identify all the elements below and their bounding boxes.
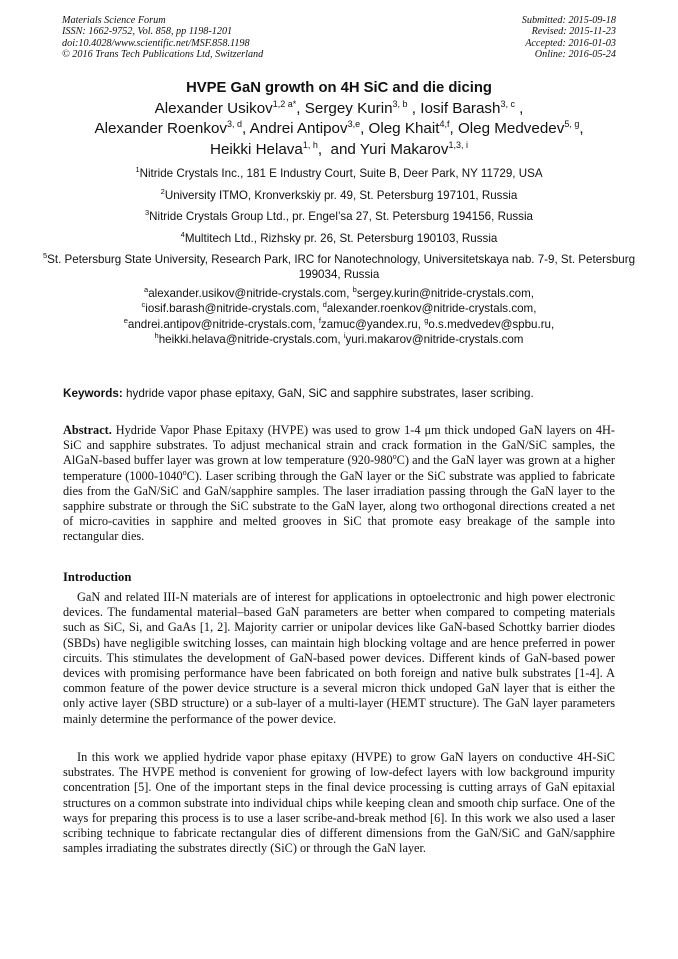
affiliation-4: $^4$Multitech Ltd., Rizhsky pr. 26, St. Petersburg 190103, Russia: [180, 230, 498, 245]
paper-title: HVPE GaN growth on 4H SiC and die dicing: [186, 80, 492, 96]
author-name: Oleg Khait: [368, 120, 440, 138]
email-link[interactable]: heikki.helava@nitride-crystals.com: [158, 332, 338, 346]
author-name: Alexander Roenkov: [94, 120, 227, 138]
keywords-text: hydride vapor phase epitaxy, GaN, SiC and sapphire substrates, laser scribing.: [126, 387, 534, 400]
email-link[interactable]: iosif.barash@nitride-crystals.com: [145, 302, 317, 316]
email-link[interactable]: andrei.antipov@nitride-crystals.com: [127, 317, 313, 331]
email-link[interactable]: yuri.makarov@nitride-crystals.com: [345, 332, 524, 346]
author-sup: 1,3, i: [448, 139, 468, 150]
affiliation-2: $^2$University ITMO, Kronverkskiy pr. 49, St. Petersburg 197101, Russia: [160, 187, 518, 202]
submitted-date: Submitted: 2015-09-18: [521, 15, 616, 26]
intro-paragraph-2: In this work we applied hydride vapor phase epitaxy (HVPE) to grow GaN layers on conductive 4H-SiC substrates. The HVPE method is convenient for growing of low-defect layers with low background impurity concentration [5]. One of the important steps in the final device processing is cutting arrays of GaN epitaxial structures on a common substrate into individual chips while keeping clean and smooth chip surface. One of the ways for preparing this process is to use a laser scribe-and-break method [6]. In this work we also used a laser scribing technique to fabricate rectangular dies of different dimensions from the GaN/SiC and GaN/sapphire samples irradiating the substrates directly (SiC) or through the GaN layer.: [63, 750, 615, 856]
author-sup: 3, b: [392, 98, 408, 109]
affiliation-3: $^3$Nitride Crystals Group Ltd., pr. Engel’sa 27, St. Petersburg 194156, Russia: [144, 208, 534, 223]
author-name: Andrei Antipov: [249, 120, 348, 138]
journal-name: Materials Science Forum: [62, 15, 166, 26]
author-line-3: Heikki Helava$^{1, h}$, and Yuri Makarov$^{1,3, i}$: [210, 139, 468, 158]
email-link[interactable]: alexander.roenkov@nitride-crystals.com: [326, 302, 534, 316]
intro-paragraph-1: GaN and related III-N materials are of interest for applications in optoelectronic and high power electronic devices. The fundamental material–based GaN parameters are better when compared to competing materials such as SiC, Si, and GaAs [1, 2]. Majority carrier or unipolar devices like GaN-based Schottky barrier diodes (SBDs) have negligible switching losses, can maintain high blocking voltage and are hence preferred in power circuits. This stimulates the development of GaN-based power devices. Different kinds of GaN-based power devices with promising performance have been fabricated on both foreign and native bulk substrates [1-4]. A common feature of the power device structure is a several micron thick undoped GaN layer that is either the only active layer (SBD structure) or a sub-layer of a multi-layer (HEMT structure). The GaN layer parameters mainly determine the performance of the power device.: [63, 590, 615, 726]
revised-date: Revised: 2015-11-23: [531, 26, 616, 38]
email-link[interactable]: o.s.medvedev@spbu.ru: [428, 317, 552, 331]
affiliation-5: $^5$St. Petersburg State University, Research Park, IRC for Nanotechnology, Universitetskaya nab. 7-9, St. Petersburg 199034, Russia: [42, 251, 636, 282]
author-name: Yuri Makarov: [359, 140, 449, 158]
author-name: Oleg Medvedev: [457, 120, 565, 138]
author-sup: 4,f: [439, 119, 450, 130]
accepted-date: Accepted: 2016-01-03: [525, 37, 616, 49]
author-name: Iosif Barash: [420, 100, 501, 117]
author-sup: 3, d: [227, 119, 243, 130]
keywords-label: Keywords:: [63, 387, 123, 400]
author-sup: 3, c: [500, 98, 515, 109]
section-heading-introduction: Introduction: [63, 570, 132, 584]
doi-line: doi:10.4028/www.scientific.net/MSF.858.1198: [62, 37, 250, 49]
abstract: Abstract. Hydride Vapor Phase Epitaxy (HVPE) was used to grow 1-4 μm thick undoped GaN layers on 4H-SiC and sapphire substrates. To adjust mechanical strain and crack formation in the GaN/SiC samples, the AlGaN-based buffer layer was grown at low temperature (920-980$^o$C) and the GaN layer was grown at a higher temperature (1000-1040$^o$C). Laser scribing through the GaN layer or the SiC substrate was applied to fabricate dies from the GaN/SiC and GaN/sapphire samples. The laser irradiation passing through the GaN layer to the sapphire substrate or through the SiC substrate to the GaN layer, along two orthogonal directions created a net of micro-cavities in sapphire and melted grooves in SiC that promote easy breakage of the sample into rectangular dies.: [63, 423, 616, 544]
author-line-1: Alexander Usikov$^{1,2 a*}$, Sergey Kurin$^{3, b}$ , Iosif Barash$^{3, c}$ ,: [154, 98, 524, 117]
author-list: [40, 99, 638, 160]
online-date: Online: 2016-05-24: [534, 49, 616, 61]
abstract-label: Abstract.: [63, 423, 112, 437]
email-list: $^a$alexander.usikov@nitride-crystals.com, $^b$sergey.kurin@nitride-crystals.com, $^c$iosif.barash@nitride-crystals.com, $^d$alexander.roenkov@nitride-crystals.com, $^e$andrei.antipov@nitride-crystals.com, $^f$zamuc@yandex.ru, $^g$o.s.medvedev@spbu.ru, $^h$heikki.helava@nitride-crystals.com, $^i$yuri.makarov@nitride-crystals.com: [123, 285, 555, 346]
keywords: [63, 387, 623, 400]
author-sup: 1, h: [302, 139, 318, 150]
issn-line: ISSN: 1662-9752, Vol. 858, pp 1198-1201: [62, 26, 233, 38]
author-name: Heikki Helava: [210, 140, 303, 158]
email-link[interactable]: zamuc@yandex.ru: [320, 317, 418, 331]
author-name: Alexander Usikov: [154, 100, 273, 117]
author-name: Sergey Kurin: [304, 100, 393, 117]
journal-info: [62, 15, 263, 61]
author-sup: 5, g: [564, 119, 580, 130]
email-link[interactable]: alexander.usikov@nitride-crystals.com: [148, 287, 347, 300]
author-sup: 1,2 a*: [272, 98, 297, 109]
affiliation-1: $^1$Nitride Crystals Inc., 181 E Industry Court, Suite B, Deer Park, NY 11729, USA: [135, 165, 543, 180]
author-line-2: Alexander Roenkov$^{3, d}$, Andrei Antipov$^{3,e}$, Oleg Khait$^{4,f}$, Oleg Medvedev$^{5, g}$,: [94, 119, 584, 138]
author-sup: 3,e: [347, 119, 361, 130]
email-link[interactable]: sergey.kurin@nitride-crystals.com: [356, 287, 531, 300]
publication-dates: [522, 15, 616, 61]
copyright-line: © 2016 Trans Tech Publications Ltd, Switzerland: [62, 49, 264, 61]
